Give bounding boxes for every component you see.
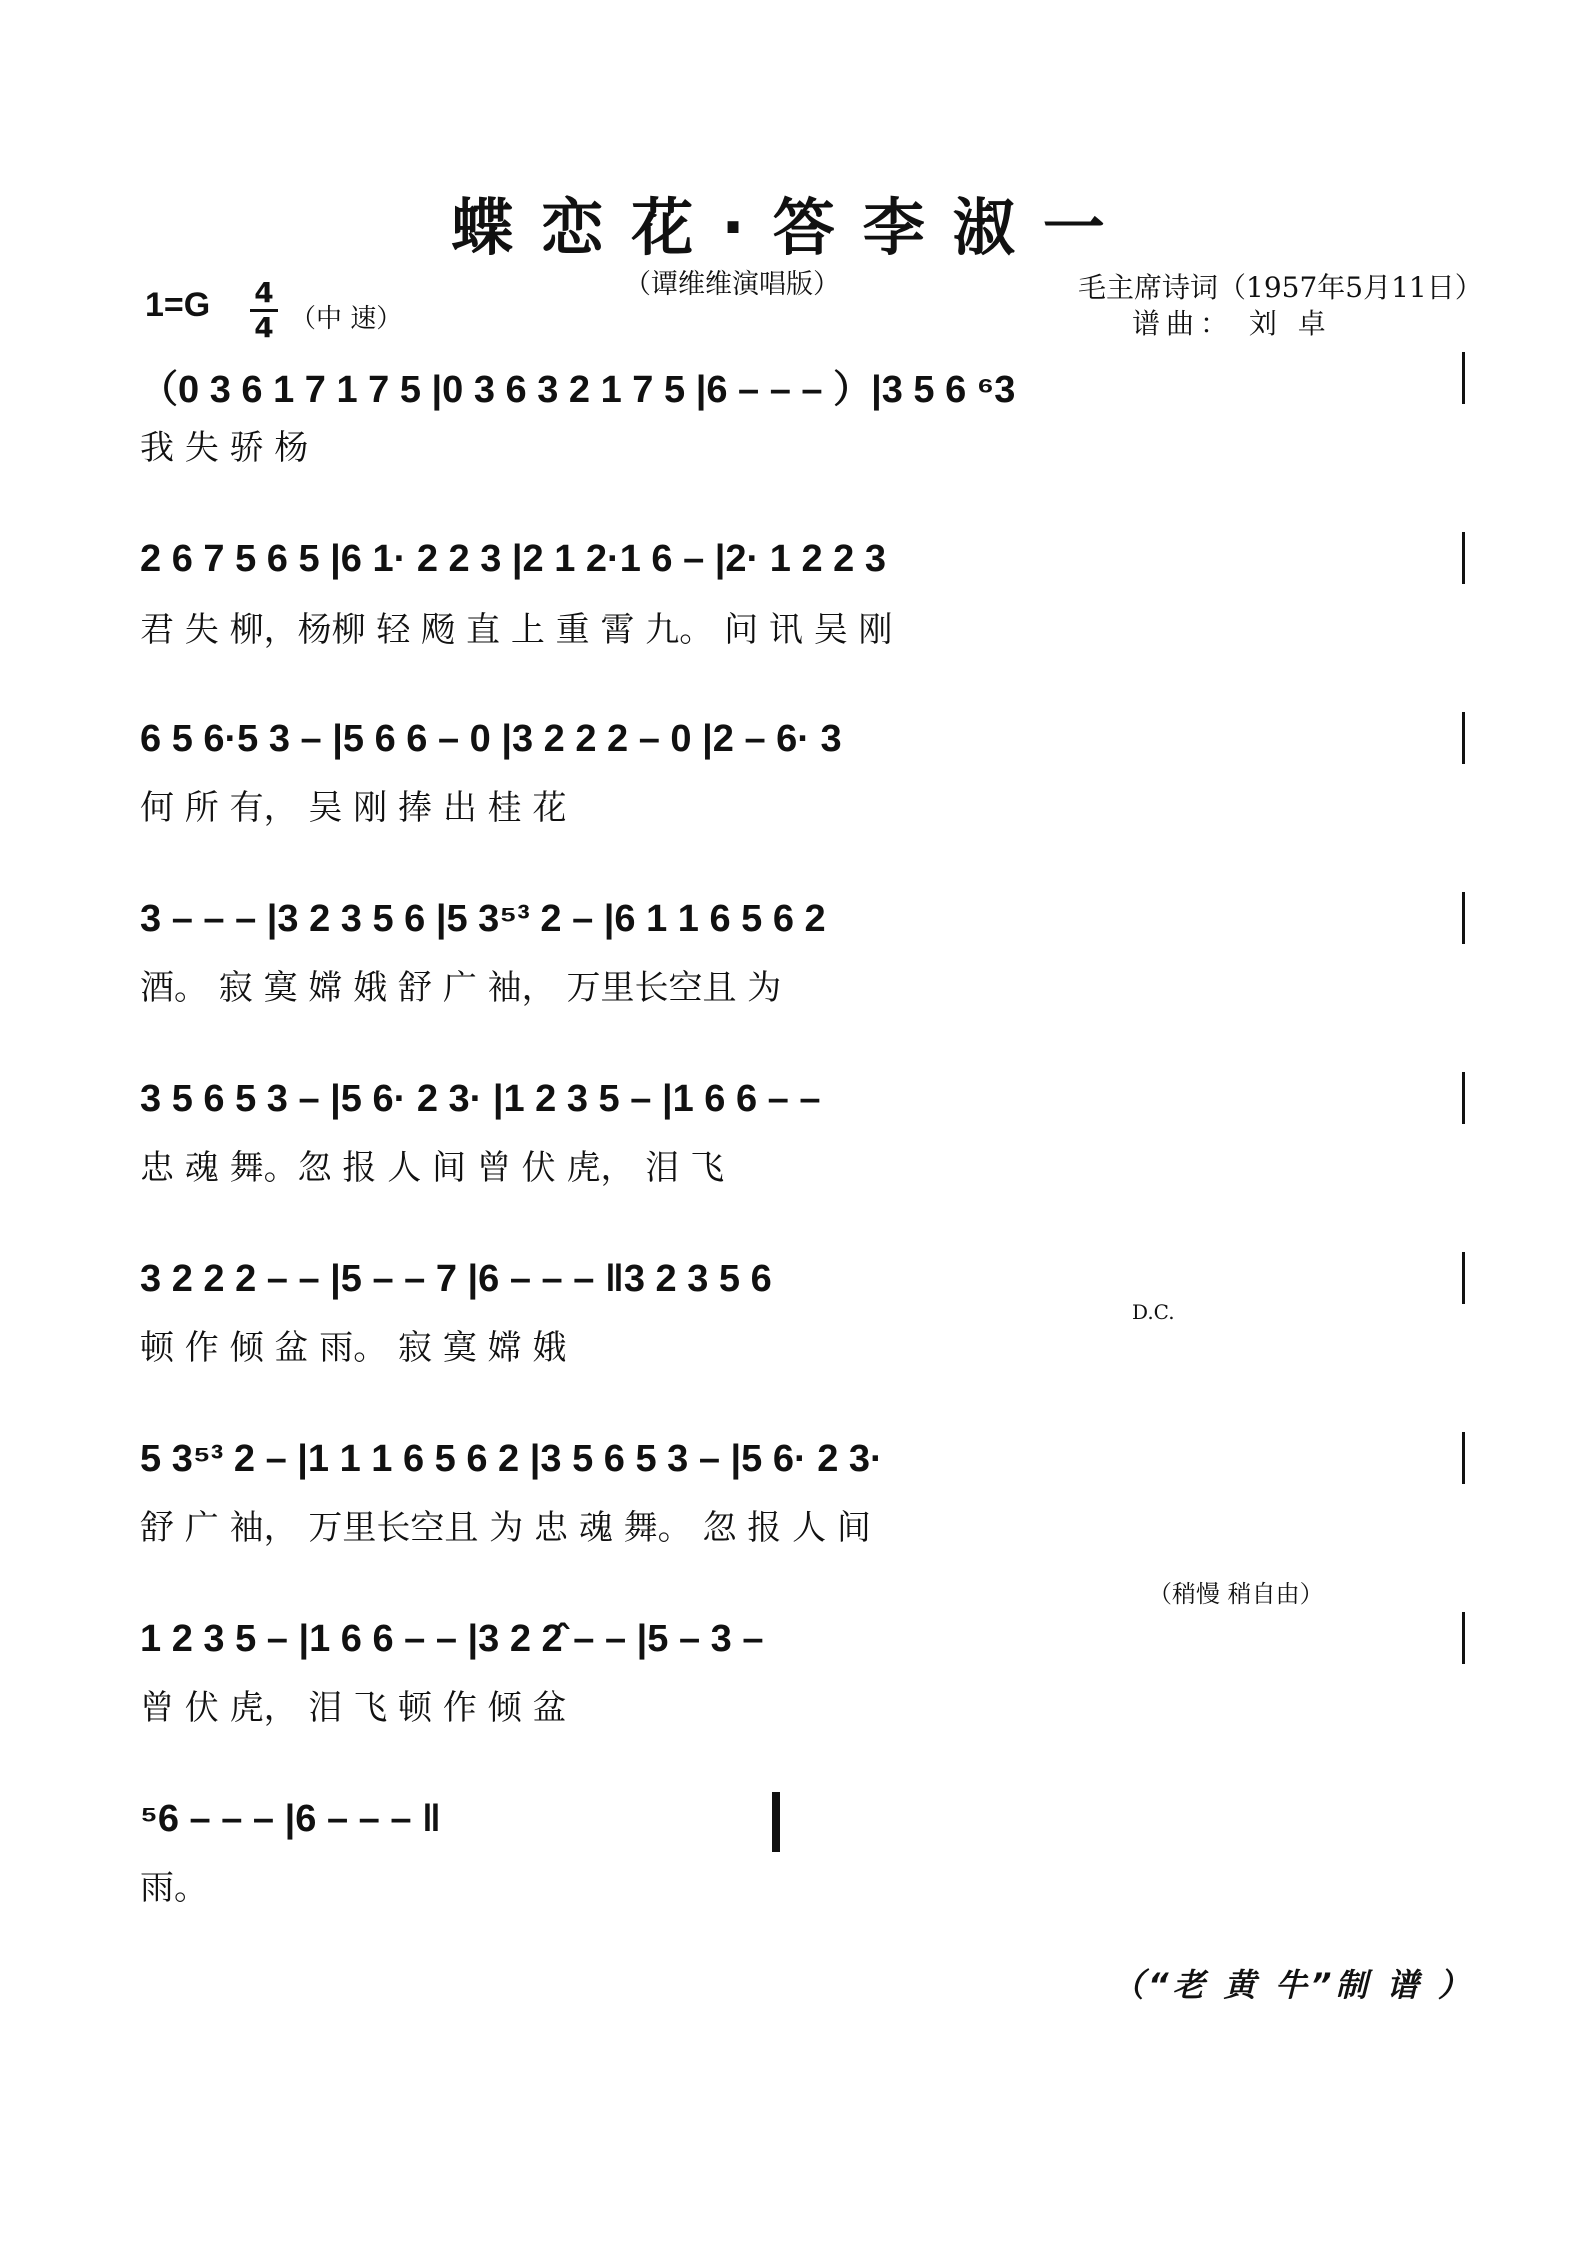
system-7-notes: 5 3⁵³ 2 – |1 1 1 6 5 6 2 |3 5 6 5 3 – |5 6· 2 3· xyxy=(140,1438,883,1480)
system-8-lyrics: 曾 伏 虎， 泪 飞 顿 作 倾 盆 xyxy=(140,1688,567,1728)
time-signature xyxy=(250,278,278,343)
system-3-notes: 6 5 6·5 3 – |5 6 6 – 0 |3 2 2 2 – 0 |2 – 6· 3 xyxy=(140,718,842,760)
key-signature: 1=G xyxy=(145,286,211,324)
final-barline xyxy=(772,1792,780,1852)
system-2-notes: 2 6 7 5 6 5 |6 1· 2 2 3 |2 1 2·1 6 – |2· 1 2 2 3 xyxy=(140,538,886,580)
end-barline-2 xyxy=(1462,532,1465,584)
tempo-marking: （中 速） xyxy=(290,304,403,334)
page-title: 蝶恋花·答李淑一 xyxy=(451,191,1133,264)
meter-top: 4 xyxy=(254,276,274,309)
end-barline-4 xyxy=(1462,892,1465,944)
end-barline-6 xyxy=(1462,1252,1465,1304)
system-5-notes: 3 5 6 5 3 – |5 6· 2 3· |1 2 3 5 – |1 6 6 – – xyxy=(140,1078,821,1120)
system-6-notes: 3 2 2 2 – – |5 – – 7 |6 – – – ‖3 2 3 5 6 xyxy=(140,1258,772,1300)
subtitle: （谭维维演唱版） xyxy=(624,269,840,300)
system-4-notes: 3 – – – |3 2 3 5 6 |5 3⁵³ 2 – |6 1 1 6 5 6 2 xyxy=(140,898,826,940)
system-3-lyrics: 何 所 有， 吴 刚 捧 出 桂 花 xyxy=(140,788,567,828)
end-barline-8 xyxy=(1462,1612,1465,1664)
system-9-lyrics: 雨。 xyxy=(140,1868,208,1908)
end-barline-1 xyxy=(1462,352,1465,404)
da-capo-mark: D.C. xyxy=(1132,1300,1175,1324)
expression-marking: （稍慢 稍自由） xyxy=(1148,1580,1324,1608)
system-8-notes: 1 2 3 5 – |1 6 6 – – |3 2 2̂ – – |5 – 3 – xyxy=(140,1618,764,1660)
system-2-lyrics: 君 失 柳，杨柳 轻 飏 直 上 重 霄 九。 问 讯 吴 刚 xyxy=(140,610,893,650)
system-6-lyrics: 顿 作 倾 盆 雨。 寂 寞 嫦 娥 xyxy=(140,1328,567,1368)
composer-credit: 谱曲： 刘 卓 xyxy=(1132,307,1332,340)
end-barline-7 xyxy=(1462,1432,1465,1484)
meter-bottom: 4 xyxy=(254,311,274,344)
end-barline-3 xyxy=(1462,712,1465,764)
system-9-notes: ⁵6 – – – |6 – – – ‖ xyxy=(140,1798,441,1840)
transcriber-credit: （“老 黄 牛”制 谱 ） xyxy=(1112,1966,1474,2004)
system-1-lyrics: 我 失 骄 杨 xyxy=(140,428,309,468)
poet-credit: 毛主席诗词（1957年5月11日） xyxy=(1078,271,1483,304)
system-5-lyrics: 忠 魂 舞。忽 报 人 间 曾 伏 虎， 泪 飞 xyxy=(140,1148,725,1188)
system-4-lyrics: 酒。 寂 寞 嫦 娥 舒 广 袖， 万里长空且 为 xyxy=(140,968,782,1008)
system-7-lyrics: 舒 广 袖， 万里长空且 为 忠 魂 舞。 忽 报 人 间 xyxy=(140,1508,871,1548)
end-barline-5 xyxy=(1462,1072,1465,1124)
system-1-notes: （0 3 6 1 7 1 7 5 |0 3 6 3 2 1 7 5 |6 – – – ）|3 5 6 ⁶3 xyxy=(140,369,1016,411)
